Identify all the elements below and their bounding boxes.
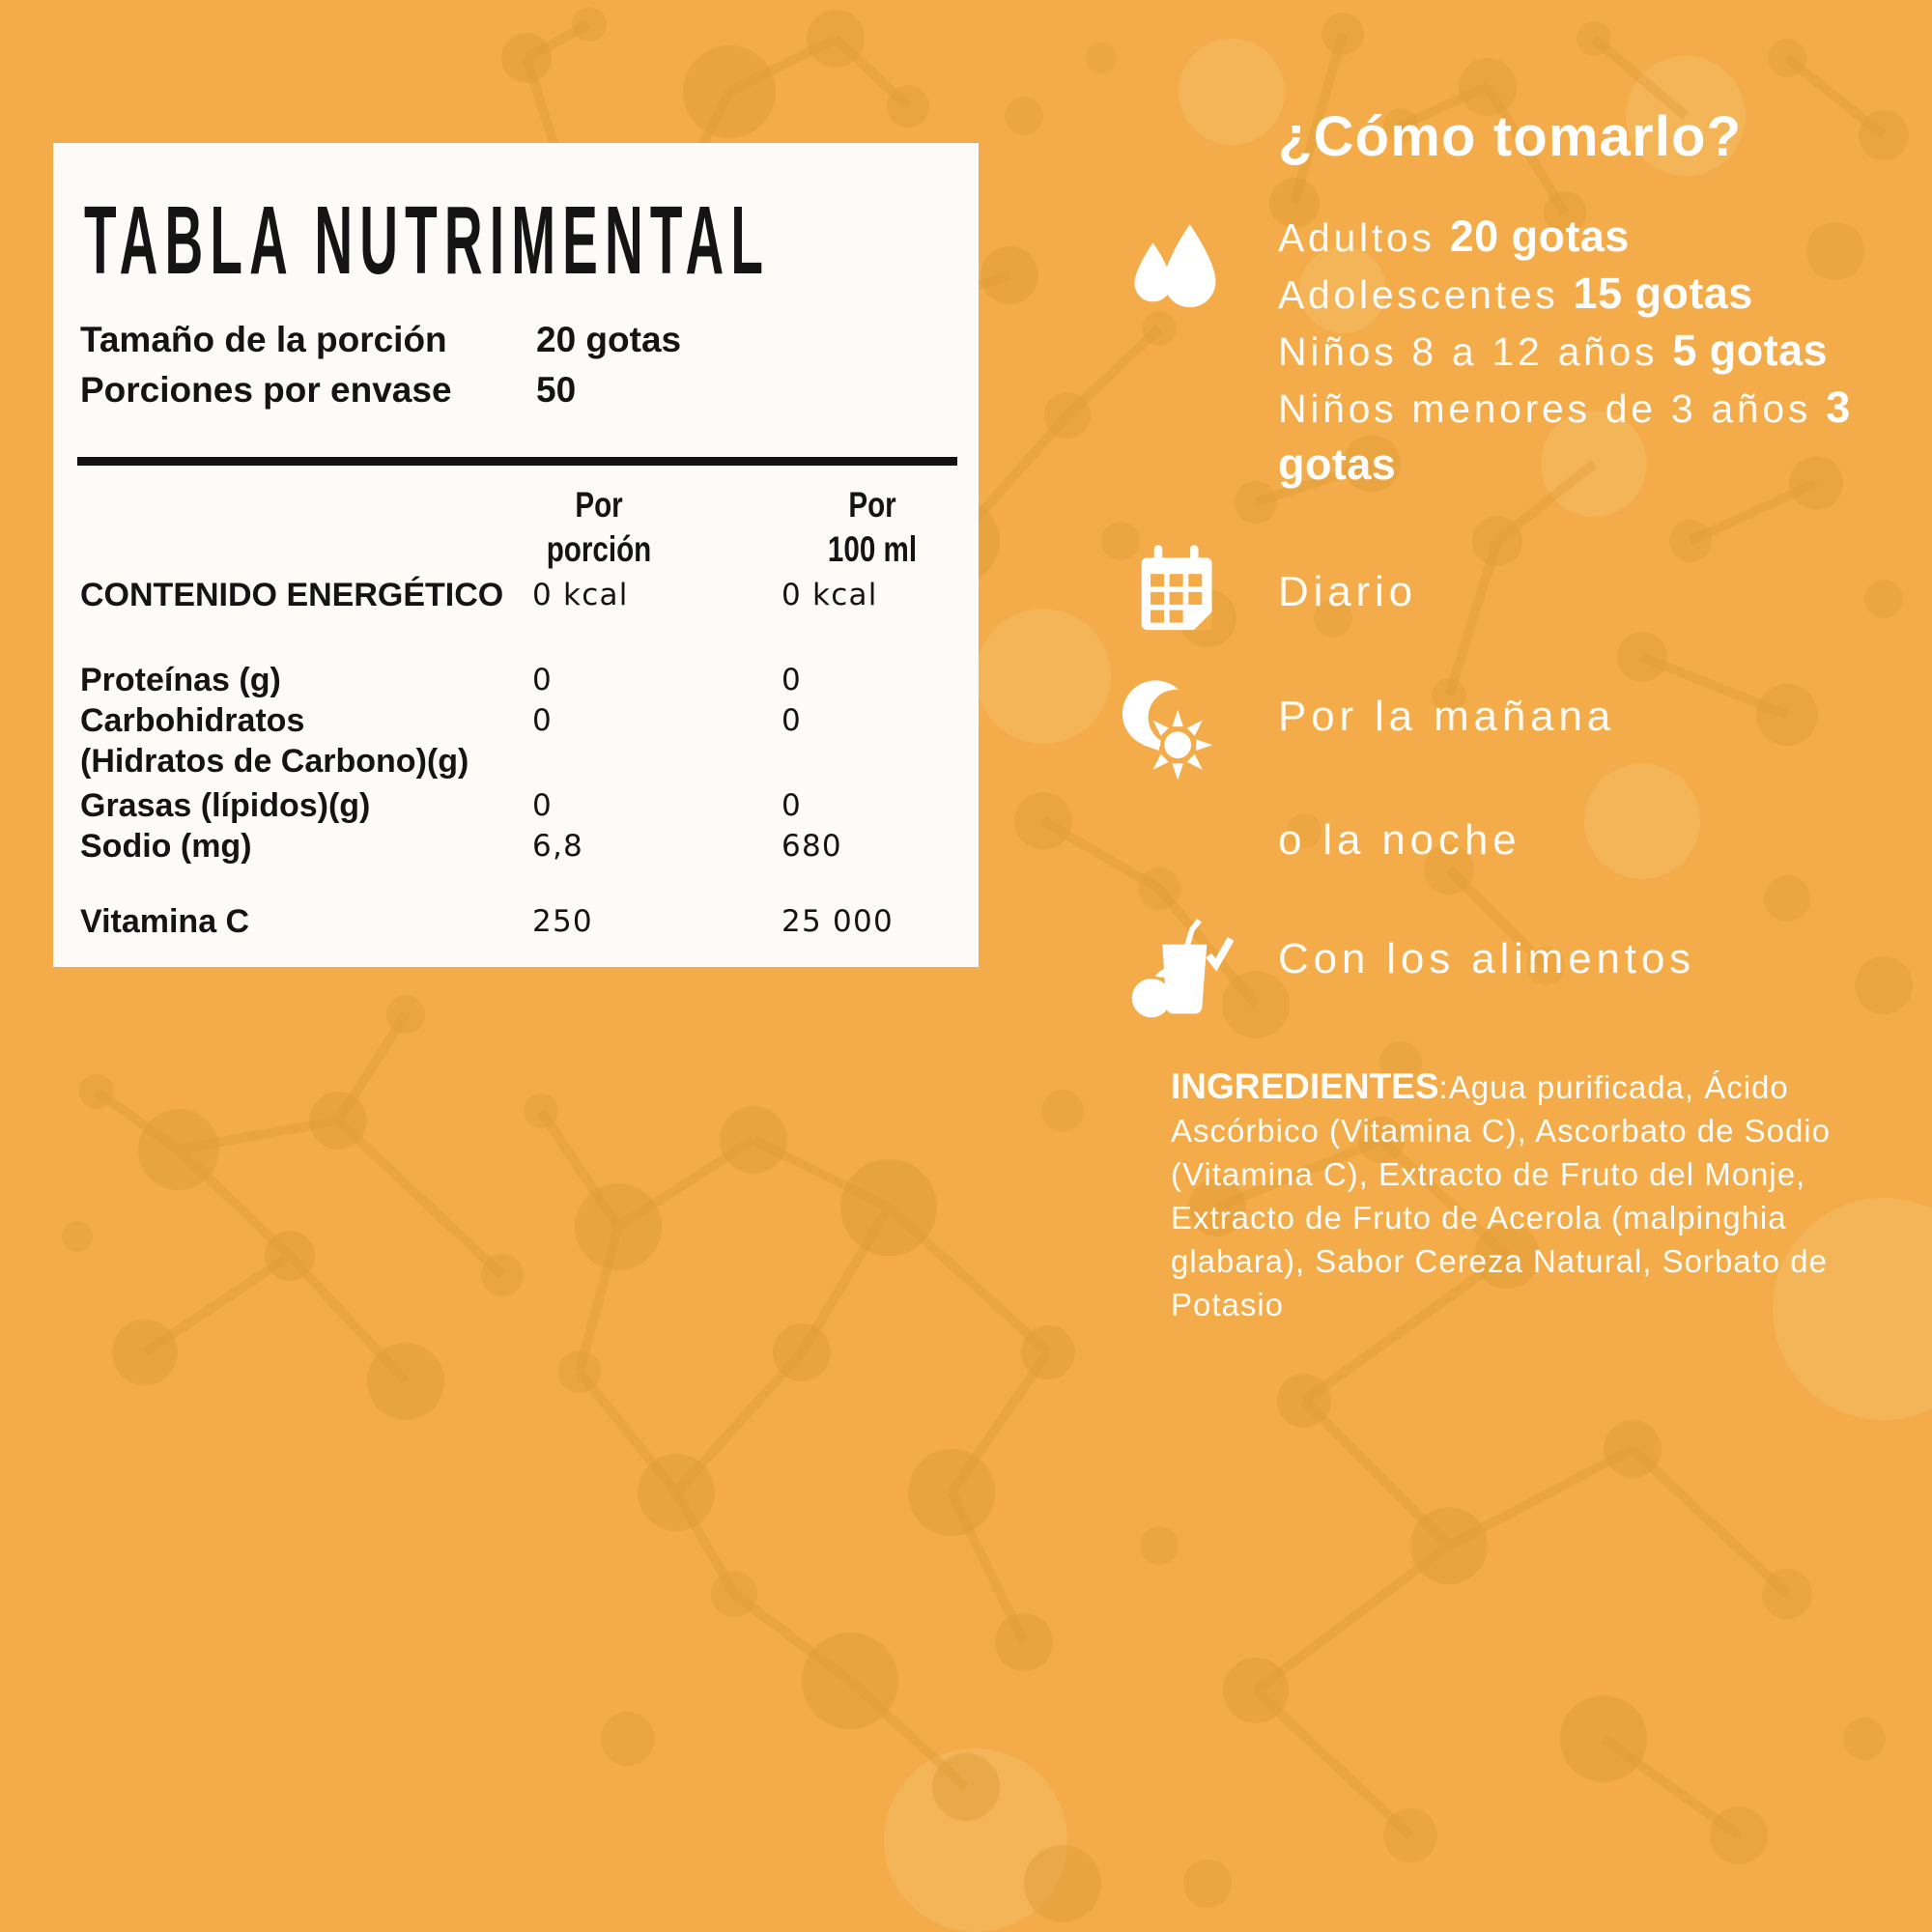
table-divider: [77, 457, 957, 466]
nutrition-facts-card: [53, 143, 979, 967]
row-value-per-serving: 0 kcal: [532, 578, 629, 612]
time-of-day-line2: o la noche: [1278, 816, 1521, 864]
dosage-line-children-under-3: [1278, 380, 1918, 494]
dosage-amount: 3 gotas: [1278, 383, 1851, 489]
table-row: [80, 826, 961, 867]
row-label: Grasas (lípidos)(g): [80, 787, 371, 824]
dosage-amount: 15 gotas: [1573, 269, 1753, 318]
table-row: [80, 901, 961, 942]
row-value-per-100ml: 25 000: [781, 904, 894, 939]
moon-sun-icon: [1121, 676, 1222, 782]
row-value-per-serving: 0: [532, 663, 553, 697]
row-value-per-serving: 250: [532, 904, 593, 939]
col-header-line: Por: [848, 485, 896, 525]
col-header-line: 100 ml: [827, 529, 918, 569]
serving-size-value: 20 gotas: [536, 320, 682, 359]
row-label: CONTENIDO ENERGÉTICO: [80, 577, 504, 613]
servings-per-container-row: [80, 370, 961, 411]
col-header-line: Por: [575, 485, 623, 525]
dosage-line-adults: [1278, 209, 1918, 266]
ingredients-label: INGREDIENTES: [1171, 1066, 1439, 1106]
row-value-per-100ml: 0: [781, 663, 802, 697]
row-value-per-100ml: 0 kcal: [781, 578, 878, 612]
col-header-per-100ml: [776, 483, 969, 572]
dosage-group: Adolescentes: [1278, 272, 1559, 317]
row-value-per-serving: 0: [532, 788, 553, 823]
ingredients-text: Agua purificada, Ácido Ascórbico (Vitamina C), Ascorbato de Sodio (Vitamina C), Extracto de Fruto del Monje, Extracto de Fruto de Acerola (malpinghia glabara), Sabor Cereza Natural, Sorbato de Potasio: [1171, 1069, 1831, 1322]
dosage-amount: 5 gotas: [1672, 326, 1829, 375]
row-label: Proteínas (g): [80, 662, 281, 698]
calendar-icon: [1138, 543, 1219, 638]
col-header-line: porción: [546, 529, 652, 569]
dosage-list: [1278, 209, 1918, 494]
dosage-group: Niños menores de 3 años: [1278, 386, 1812, 431]
nutrition-table-title: TABLA NUTRIMENTAL: [84, 186, 771, 295]
dosage-line-children-8-12: [1278, 323, 1918, 380]
row-label: Vitamina C: [80, 903, 250, 940]
table-row: [80, 575, 961, 615]
dosage-amount: 20 gotas: [1449, 212, 1630, 261]
row-value-per-serving: 0: [532, 703, 553, 738]
table-row: [80, 785, 961, 826]
serving-size-label: Tamaño de la porción: [80, 320, 447, 359]
row-label-line: (Hidratos de Carbono)(g): [80, 743, 469, 780]
dosage-group: Adultos: [1278, 215, 1435, 260]
servings-value: 50: [536, 370, 577, 410]
row-value-per-100ml: 680: [781, 829, 842, 864]
nutrition-rows: [80, 575, 961, 942]
droplets-icon: [1123, 214, 1225, 326]
row-value-per-100ml: 0: [781, 703, 802, 738]
ingredients-separator: :: [1438, 1069, 1449, 1105]
dosage-line-adolescents: [1278, 266, 1918, 323]
servings-label: Porciones por envase: [80, 370, 452, 410]
dosage-group: Niños 8 a 12 años: [1278, 329, 1659, 374]
row-label: [80, 700, 532, 781]
food-icon: [1127, 916, 1234, 1024]
serving-size-row: [80, 320, 961, 360]
row-value-per-serving: 6,8: [532, 829, 584, 864]
col-header-per-serving: [502, 483, 696, 572]
how-to-take-title: ¿Cómo tomarlo?: [1278, 105, 1743, 168]
ingredients-paragraph: [1171, 1065, 1852, 1326]
table-row: [80, 660, 961, 700]
row-label-line: Carbohidratos: [80, 702, 305, 739]
frequency-label: Diario: [1278, 568, 1417, 615]
row-value-per-100ml: 0: [781, 788, 802, 823]
row-label: Sodio (mg): [80, 828, 252, 865]
with-food-label: Con los alimentos: [1278, 935, 1696, 982]
time-of-day-line1: Por la mañana: [1278, 693, 1616, 740]
table-row: [80, 700, 961, 781]
